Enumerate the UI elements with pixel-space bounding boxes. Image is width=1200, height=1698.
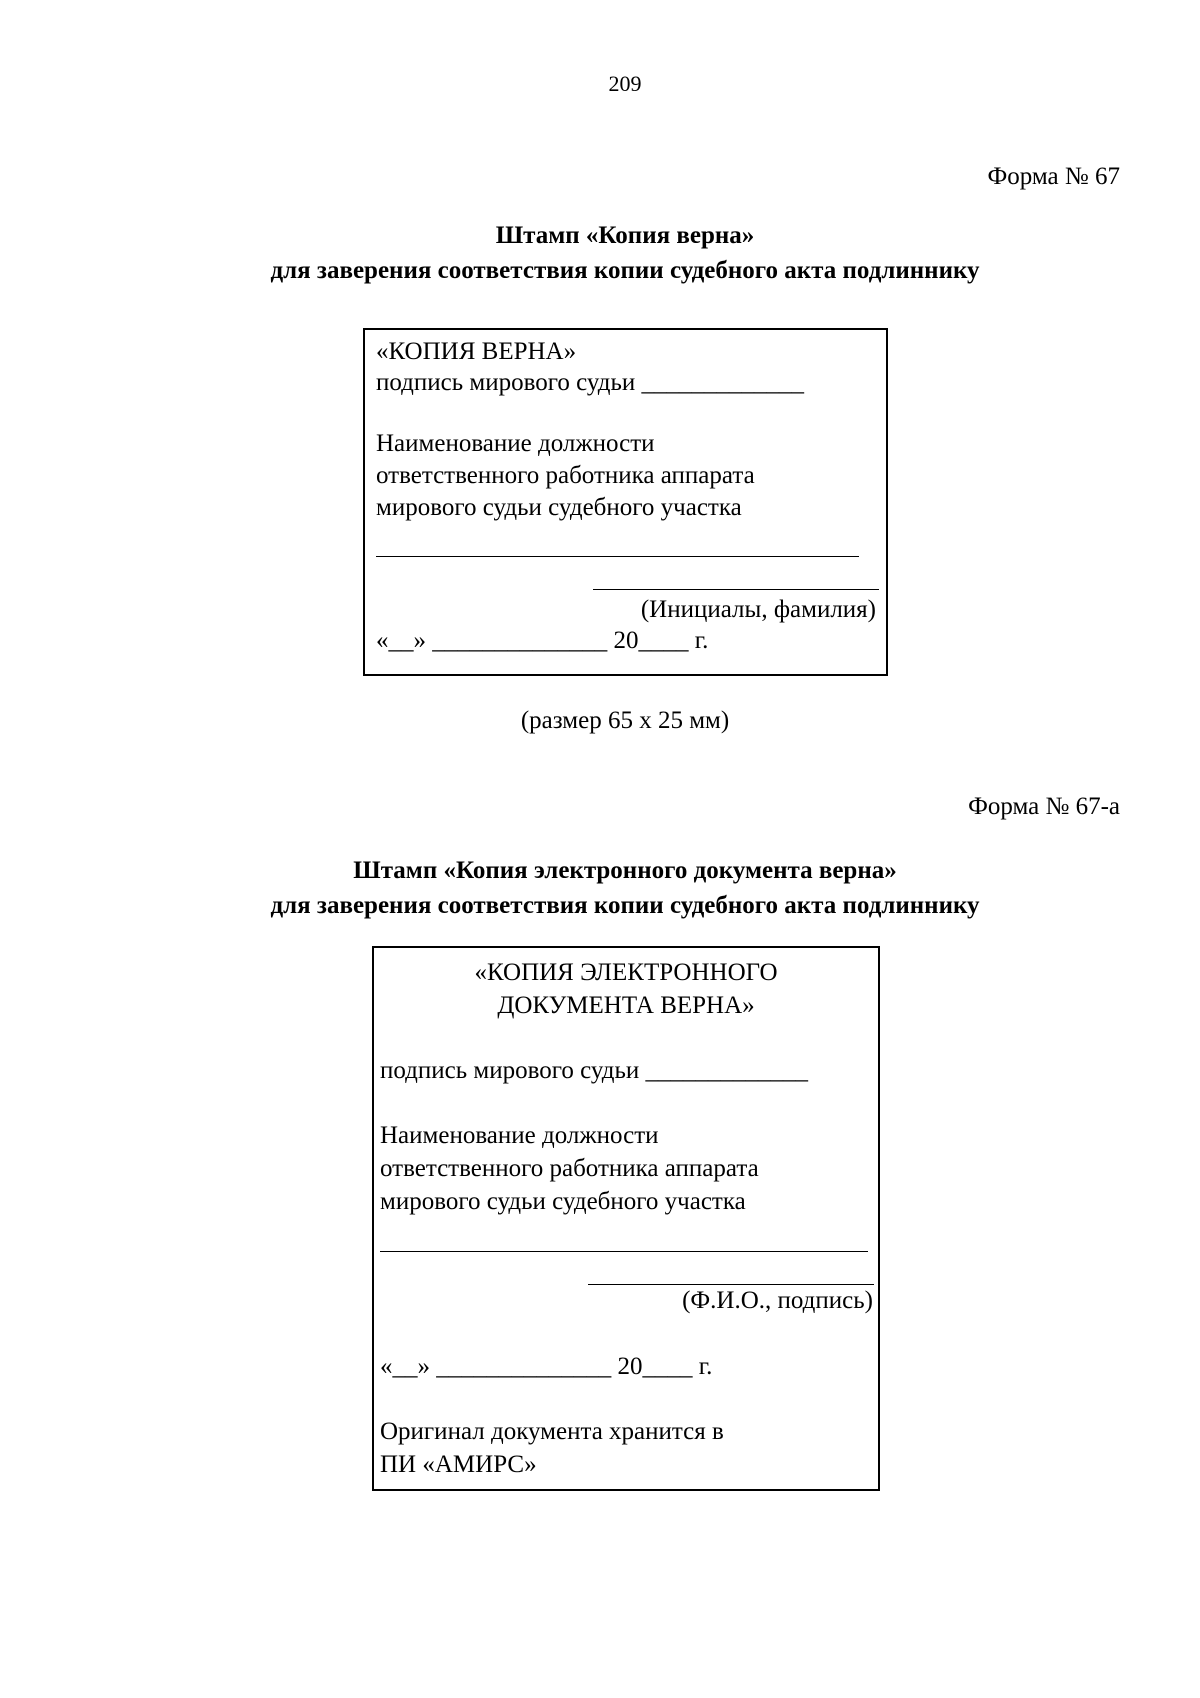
electronic-copy-correct-stamp [372, 946, 880, 1491]
form-67-label: Форма № 67 [987, 163, 1120, 190]
storage-line-2: ПИ «АМИРС» [380, 1451, 537, 1478]
stamp-heading-line-2: ДОКУМЕНТА ВЕРНА» [497, 992, 755, 1019]
position-line-3: мирового судьи судебного участка [376, 494, 742, 521]
storage-line-1: Оригинал документа хранится в [380, 1418, 724, 1445]
name-caption: (Инициалы, фамилия) [640, 596, 876, 623]
position-line-2: ответственного работника аппарата [380, 1155, 759, 1182]
form-67-subtitle: для заверения соответствия копии судебного акта подлиннику [270, 257, 980, 284]
position-underline [380, 1251, 868, 1252]
page-number: 209 [608, 71, 642, 96]
position-line-1: Наименование должности [380, 1122, 659, 1149]
form-67a-subtitle: для заверения соответствия копии судебного акта подлиннику [270, 892, 980, 919]
name-underline [588, 1284, 874, 1285]
date-line: «__» ______________ 20____ г. [380, 1353, 713, 1380]
name-underline [593, 589, 879, 590]
position-line-2: ответственного работника аппарата [376, 462, 755, 489]
form-67a-title: Штамп «Копия электронного документа верна» [353, 857, 897, 884]
judge-signature-line: подпись мирового судьи _____________ [376, 369, 805, 396]
position-line-1: Наименование должности [376, 430, 655, 457]
copy-correct-stamp [363, 328, 888, 676]
judge-signature-line: подпись мирового судьи _____________ [380, 1057, 809, 1084]
name-caption: (Ф.И.О., подпись) [682, 1287, 873, 1314]
form-67-title: Штамп «Копия верна» [495, 222, 755, 249]
stamp-heading: «КОПИЯ ВЕРНА» [376, 338, 577, 365]
date-line: «__» ______________ 20____ г. [376, 627, 709, 654]
form-67a-label: Форма № 67-а [968, 793, 1120, 820]
stamp-size-note: (размер 65 х 25 мм) [520, 707, 730, 734]
position-underline [376, 556, 859, 557]
position-line-3: мирового судьи судебного участка [380, 1188, 746, 1215]
stamp-heading-line-1: «КОПИЯ ЭЛЕКТРОННОГО [474, 959, 778, 986]
